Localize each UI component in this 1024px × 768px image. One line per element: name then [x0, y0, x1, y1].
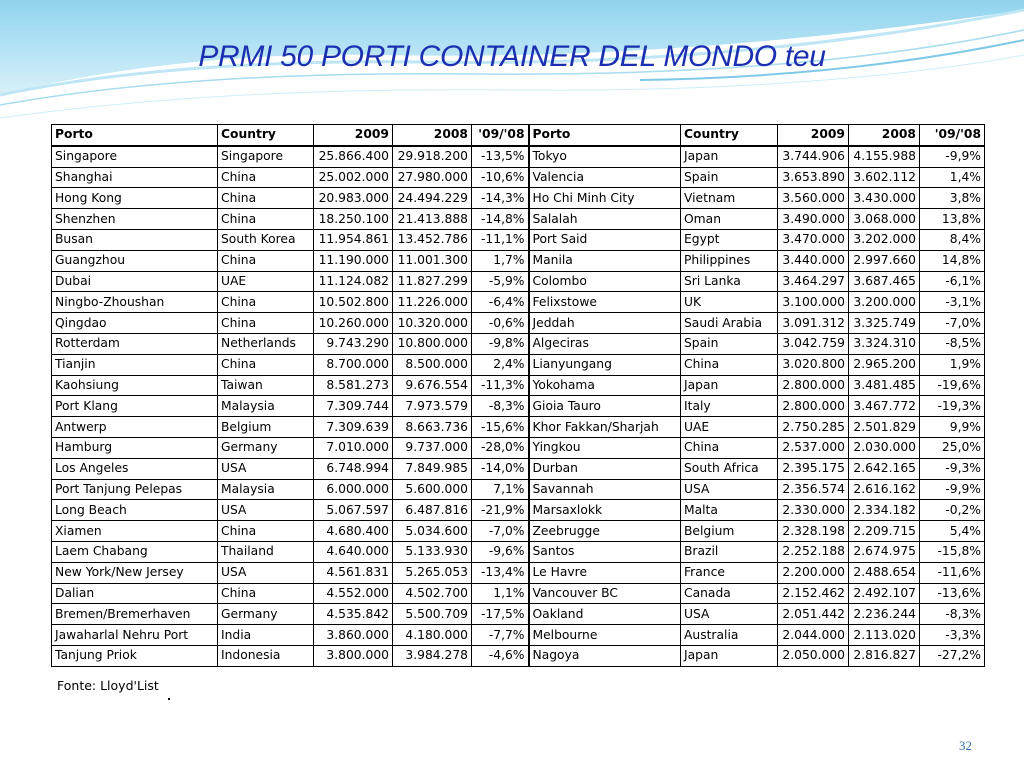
- country-cell: China: [218, 354, 314, 375]
- teu-2009-cell: 20.983.000: [314, 188, 393, 209]
- country-2-cell: UK: [681, 292, 778, 313]
- country-cell: South Korea: [218, 229, 314, 250]
- teu-2008-2-cell: 2.209.715: [849, 521, 920, 542]
- change-pct-cell: -0,6%: [472, 313, 529, 334]
- change-pct-cell: -11,1%: [472, 229, 529, 250]
- table-row: [52, 313, 985, 334]
- teu-2008-cell: 10.800.000: [393, 333, 472, 354]
- change-pct-cell: -9,6%: [472, 541, 529, 562]
- teu-2009-2-cell: 2.200.000: [778, 562, 849, 583]
- country-cell: USA: [218, 458, 314, 479]
- teu-2008-cell: 3.984.278: [393, 645, 472, 666]
- change-pct-2-cell: -3,3%: [920, 625, 985, 646]
- country-cell: USA: [218, 562, 314, 583]
- country-2-cell: Japan: [681, 375, 778, 396]
- teu-2008-cell: 21.413.888: [393, 209, 472, 230]
- teu-2009-2-cell: 2.051.442: [778, 604, 849, 625]
- teu-2009-2-cell: 2.356.574: [778, 479, 849, 500]
- country-2-cell: South Africa: [681, 458, 778, 479]
- port-name-2-cell: Zeebrugge: [529, 521, 681, 542]
- change-pct-2-cell: -0,2%: [920, 500, 985, 521]
- teu-2009-2-cell: 3.020.800: [778, 354, 849, 375]
- teu-2009-cell: 4.561.831: [314, 562, 393, 583]
- teu-2008-cell: 9.676.554: [393, 375, 472, 396]
- teu-2008-cell: 29.918.200: [393, 146, 472, 167]
- change-pct-cell: -13,4%: [472, 562, 529, 583]
- country-cell: China: [218, 167, 314, 188]
- port-name-2-cell: Manila: [529, 250, 681, 271]
- change-pct-cell: -10,6%: [472, 167, 529, 188]
- change-pct-2-cell: -19,3%: [920, 396, 985, 417]
- port-name-2-cell: Felixstowe: [529, 292, 681, 313]
- change-pct-2-cell: -19,6%: [920, 375, 985, 396]
- port-name-2-cell: Gioia Tauro: [529, 396, 681, 417]
- change-pct-cell: -28,0%: [472, 437, 529, 458]
- country-2-cell: Italy: [681, 396, 778, 417]
- change-pct-cell: -5,9%: [472, 271, 529, 292]
- slide-title: PRMI 50 PORTI CONTAINER DEL MONDO teu: [198, 40, 826, 73]
- country-2-cell: Spain: [681, 333, 778, 354]
- change-pct-cell: 2,4%: [472, 354, 529, 375]
- teu-2009-cell: 3.800.000: [314, 645, 393, 666]
- teu-2009-2-cell: 2.330.000: [778, 500, 849, 521]
- port-name-cell: Bremen/Bremerhaven: [52, 604, 218, 625]
- source-note: Fonte: Lloyd'List: [57, 678, 159, 693]
- change-pct-2-cell: -8,3%: [920, 604, 985, 625]
- teu-2008-2-cell: 3.467.772: [849, 396, 920, 417]
- table-row: [52, 625, 985, 646]
- teu-2009-2-cell: 2.152.462: [778, 583, 849, 604]
- teu-2009-2-cell: 3.440.000: [778, 250, 849, 271]
- port-name-2-cell: Salalah: [529, 209, 681, 230]
- teu-2009-2-cell: 3.091.312: [778, 313, 849, 334]
- port-name-2-cell: Vancouver BC: [529, 583, 681, 604]
- port-name-2-cell: Yingkou: [529, 437, 681, 458]
- change-pct-cell: -7,7%: [472, 625, 529, 646]
- teu-2008-cell: 7.849.985: [393, 458, 472, 479]
- change-pct-cell: -8,3%: [472, 396, 529, 417]
- change-pct-cell: 1,7%: [472, 250, 529, 271]
- port-name-2-cell: Jeddah: [529, 313, 681, 334]
- teu-2009-cell: 7.309.639: [314, 417, 393, 438]
- country-2-cell: Spain: [681, 167, 778, 188]
- table-row: [52, 229, 985, 250]
- country-cell: USA: [218, 500, 314, 521]
- teu-2008-2-cell: 2.674.975: [849, 541, 920, 562]
- port-name-2-cell: Durban: [529, 458, 681, 479]
- teu-2009-2-cell: 3.470.000: [778, 229, 849, 250]
- teu-2009-2-cell: 3.100.000: [778, 292, 849, 313]
- port-name-2-cell: Valencia: [529, 167, 681, 188]
- country-cell: Singapore: [218, 146, 314, 167]
- port-name-cell: Port Klang: [52, 396, 218, 417]
- header-2008: 2008: [393, 125, 472, 146]
- country-cell: Germany: [218, 604, 314, 625]
- country-2-cell: Canada: [681, 583, 778, 604]
- teu-2008-cell: 9.737.000: [393, 437, 472, 458]
- change-pct-cell: -4,6%: [472, 645, 529, 666]
- header-2009-2: 2009: [778, 125, 849, 146]
- change-pct-cell: -6,4%: [472, 292, 529, 313]
- teu-2009-cell: 4.680.400: [314, 521, 393, 542]
- change-pct-cell: -11,3%: [472, 375, 529, 396]
- teu-2009-2-cell: 2.800.000: [778, 375, 849, 396]
- header-porto: Porto: [52, 125, 218, 146]
- teu-2008-2-cell: 2.113.020: [849, 625, 920, 646]
- port-name-2-cell: Yokohama: [529, 375, 681, 396]
- port-name-2-cell: Melbourne: [529, 625, 681, 646]
- country-cell: Indonesia: [218, 645, 314, 666]
- teu-2009-cell: 4.640.000: [314, 541, 393, 562]
- change-pct-cell: -14,8%: [472, 209, 529, 230]
- table-row: [52, 458, 985, 479]
- teu-2009-cell: 6.748.994: [314, 458, 393, 479]
- country-2-cell: Japan: [681, 645, 778, 666]
- teu-2009-cell: 25.866.400: [314, 146, 393, 167]
- change-pct-2-cell: -11,6%: [920, 562, 985, 583]
- teu-2008-cell: 5.600.000: [393, 479, 472, 500]
- port-name-cell: Antwerp: [52, 417, 218, 438]
- port-name-2-cell: Le Havre: [529, 562, 681, 583]
- change-pct-2-cell: -6,1%: [920, 271, 985, 292]
- teu-2008-2-cell: 3.324.310: [849, 333, 920, 354]
- port-name-cell: Long Beach: [52, 500, 218, 521]
- country-2-cell: China: [681, 437, 778, 458]
- port-name-cell: Tanjung Priok: [52, 645, 218, 666]
- table-row: [52, 188, 985, 209]
- teu-2008-cell: 5.034.600: [393, 521, 472, 542]
- teu-2008-2-cell: 2.501.829: [849, 417, 920, 438]
- country-cell: China: [218, 583, 314, 604]
- teu-2008-cell: 24.494.229: [393, 188, 472, 209]
- table-row: [52, 333, 985, 354]
- teu-2008-cell: 13.452.786: [393, 229, 472, 250]
- country-2-cell: Brazil: [681, 541, 778, 562]
- country-cell: China: [218, 188, 314, 209]
- teu-2008-cell: 10.320.000: [393, 313, 472, 334]
- change-pct-2-cell: -7,0%: [920, 313, 985, 334]
- table-container: [45, 118, 990, 708]
- table-row: [52, 271, 985, 292]
- teu-2008-cell: 8.500.000: [393, 354, 472, 375]
- port-name-cell: Jawaharlal Nehru Port: [52, 625, 218, 646]
- header-2008-2: 2008: [849, 125, 920, 146]
- change-pct-2-cell: 1,9%: [920, 354, 985, 375]
- teu-2009-cell: 9.743.290: [314, 333, 393, 354]
- port-name-2-cell: Savannah: [529, 479, 681, 500]
- teu-2008-2-cell: 2.488.654: [849, 562, 920, 583]
- teu-2009-2-cell: 3.042.759: [778, 333, 849, 354]
- teu-2008-cell: 5.500.709: [393, 604, 472, 625]
- teu-2008-2-cell: 3.481.485: [849, 375, 920, 396]
- header-porto-2: Porto: [529, 125, 681, 146]
- country-cell: Belgium: [218, 417, 314, 438]
- header-change: '09/'08: [472, 125, 529, 146]
- change-pct-2-cell: 14,8%: [920, 250, 985, 271]
- teu-2009-cell: 25.002.000: [314, 167, 393, 188]
- port-name-cell: Busan: [52, 229, 218, 250]
- teu-2009-2-cell: 2.252.188: [778, 541, 849, 562]
- table-row: [52, 479, 985, 500]
- country-cell: China: [218, 250, 314, 271]
- port-name-cell: Hong Kong: [52, 188, 218, 209]
- teu-2009-cell: 8.700.000: [314, 354, 393, 375]
- port-name-cell: Singapore: [52, 146, 218, 167]
- country-cell: India: [218, 625, 314, 646]
- teu-2008-cell: 11.001.300: [393, 250, 472, 271]
- teu-2008-cell: 11.226.000: [393, 292, 472, 313]
- stray-dot: [168, 698, 170, 700]
- change-pct-2-cell: -9,9%: [920, 146, 985, 167]
- teu-2009-cell: 3.860.000: [314, 625, 393, 646]
- teu-2008-2-cell: 2.816.827: [849, 645, 920, 666]
- port-name-cell: Ningbo-Zhoushan: [52, 292, 218, 313]
- table-row: [52, 209, 985, 230]
- table-row: [52, 292, 985, 313]
- teu-2008-cell: 7.973.579: [393, 396, 472, 417]
- table-row: [52, 146, 985, 167]
- country-cell: Germany: [218, 437, 314, 458]
- table-row: [52, 562, 985, 583]
- table-row: [52, 583, 985, 604]
- change-pct-2-cell: 3,8%: [920, 188, 985, 209]
- change-pct-2-cell: 9,9%: [920, 417, 985, 438]
- teu-2009-2-cell: 3.490.000: [778, 209, 849, 230]
- table-row: [52, 167, 985, 188]
- teu-2009-cell: 7.309.744: [314, 396, 393, 417]
- change-pct-2-cell: -27,2%: [920, 645, 985, 666]
- teu-2008-2-cell: 2.492.107: [849, 583, 920, 604]
- port-name-cell: Kaohsiung: [52, 375, 218, 396]
- teu-2008-cell: 5.265.053: [393, 562, 472, 583]
- port-name-cell: Qingdao: [52, 313, 218, 334]
- teu-2008-2-cell: 3.430.000: [849, 188, 920, 209]
- port-name-2-cell: Colombo: [529, 271, 681, 292]
- teu-2009-2-cell: 2.537.000: [778, 437, 849, 458]
- port-name-cell: Dubai: [52, 271, 218, 292]
- change-pct-cell: -14,0%: [472, 458, 529, 479]
- table-row: [52, 396, 985, 417]
- teu-2009-cell: 6.000.000: [314, 479, 393, 500]
- country-2-cell: Malta: [681, 500, 778, 521]
- country-2-cell: Vietnam: [681, 188, 778, 209]
- page-number: 32: [959, 738, 972, 753]
- teu-2008-2-cell: 2.334.182: [849, 500, 920, 521]
- country-2-cell: USA: [681, 604, 778, 625]
- teu-2008-2-cell: 3.687.465: [849, 271, 920, 292]
- table-row: [52, 541, 985, 562]
- teu-2008-cell: 5.133.930: [393, 541, 472, 562]
- port-name-2-cell: Oakland: [529, 604, 681, 625]
- port-name-cell: Los Angeles: [52, 458, 218, 479]
- port-name-2-cell: Tokyo: [529, 146, 681, 167]
- port-name-cell: Laem Chabang: [52, 541, 218, 562]
- country-cell: China: [218, 209, 314, 230]
- country-2-cell: Australia: [681, 625, 778, 646]
- teu-2009-cell: 4.535.842: [314, 604, 393, 625]
- change-pct-2-cell: -13,6%: [920, 583, 985, 604]
- change-pct-cell: -14,3%: [472, 188, 529, 209]
- teu-2008-2-cell: 3.602.112: [849, 167, 920, 188]
- table-row: [52, 354, 985, 375]
- teu-2008-cell: 27.980.000: [393, 167, 472, 188]
- teu-2008-2-cell: 2.236.244: [849, 604, 920, 625]
- teu-2008-2-cell: 2.616.162: [849, 479, 920, 500]
- teu-2008-2-cell: 3.068.000: [849, 209, 920, 230]
- port-name-cell: Guangzhou: [52, 250, 218, 271]
- teu-2009-2-cell: 2.750.285: [778, 417, 849, 438]
- country-2-cell: Japan: [681, 146, 778, 167]
- teu-2008-cell: 11.827.299: [393, 271, 472, 292]
- country-2-cell: Oman: [681, 209, 778, 230]
- teu-2008-2-cell: 3.200.000: [849, 292, 920, 313]
- teu-2009-cell: 11.954.861: [314, 229, 393, 250]
- change-pct-cell: -15,6%: [472, 417, 529, 438]
- teu-2008-2-cell: 2.642.165: [849, 458, 920, 479]
- port-name-2-cell: Ho Chi Minh City: [529, 188, 681, 209]
- teu-2009-2-cell: 2.328.198: [778, 521, 849, 542]
- change-pct-2-cell: -3,1%: [920, 292, 985, 313]
- teu-2009-2-cell: 3.464.297: [778, 271, 849, 292]
- change-pct-cell: 7,1%: [472, 479, 529, 500]
- table-row: [52, 417, 985, 438]
- teu-2009-cell: 10.260.000: [314, 313, 393, 334]
- table-header-row: [52, 125, 985, 146]
- teu-2009-cell: 10.502.800: [314, 292, 393, 313]
- teu-2009-2-cell: 2.044.000: [778, 625, 849, 646]
- port-name-2-cell: Algeciras: [529, 333, 681, 354]
- port-name-2-cell: Port Said: [529, 229, 681, 250]
- teu-2008-cell: 4.502.700: [393, 583, 472, 604]
- change-pct-2-cell: -9,3%: [920, 458, 985, 479]
- teu-2008-2-cell: 3.202.000: [849, 229, 920, 250]
- country-cell: Malaysia: [218, 396, 314, 417]
- teu-2008-2-cell: 4.155.988: [849, 146, 920, 167]
- table-body: [52, 146, 985, 666]
- country-cell: Malaysia: [218, 479, 314, 500]
- port-name-2-cell: Lianyungang: [529, 354, 681, 375]
- table-row: [52, 521, 985, 542]
- port-name-cell: Dalian: [52, 583, 218, 604]
- header-2009: 2009: [314, 125, 393, 146]
- teu-2009-cell: 7.010.000: [314, 437, 393, 458]
- port-name-2-cell: Santos: [529, 541, 681, 562]
- change-pct-2-cell: 8,4%: [920, 229, 985, 250]
- change-pct-cell: -7,0%: [472, 521, 529, 542]
- country-cell: UAE: [218, 271, 314, 292]
- country-2-cell: Belgium: [681, 521, 778, 542]
- teu-2009-cell: 4.552.000: [314, 583, 393, 604]
- teu-2009-2-cell: 2.050.000: [778, 645, 849, 666]
- change-pct-2-cell: 13,8%: [920, 209, 985, 230]
- port-name-2-cell: Nagoya: [529, 645, 681, 666]
- country-2-cell: Sri Lanka: [681, 271, 778, 292]
- port-name-2-cell: Khor Fakkan/Sharjah: [529, 417, 681, 438]
- teu-2009-2-cell: 3.653.890: [778, 167, 849, 188]
- teu-2009-cell: 18.250.100: [314, 209, 393, 230]
- teu-2008-cell: 8.663.736: [393, 417, 472, 438]
- country-cell: Taiwan: [218, 375, 314, 396]
- country-cell: Thailand: [218, 541, 314, 562]
- country-2-cell: France: [681, 562, 778, 583]
- country-2-cell: UAE: [681, 417, 778, 438]
- teu-2008-2-cell: 2.997.660: [849, 250, 920, 271]
- country-2-cell: Egypt: [681, 229, 778, 250]
- country-2-cell: Philippines: [681, 250, 778, 271]
- change-pct-2-cell: 1,4%: [920, 167, 985, 188]
- change-pct-cell: -21,9%: [472, 500, 529, 521]
- teu-2008-cell: 4.180.000: [393, 625, 472, 646]
- teu-2009-cell: 11.124.082: [314, 271, 393, 292]
- change-pct-2-cell: -9,9%: [920, 479, 985, 500]
- teu-2008-2-cell: 2.030.000: [849, 437, 920, 458]
- port-name-cell: Shanghai: [52, 167, 218, 188]
- country-cell: China: [218, 521, 314, 542]
- teu-2008-2-cell: 2.965.200: [849, 354, 920, 375]
- country-cell: Netherlands: [218, 333, 314, 354]
- table-row: [52, 437, 985, 458]
- country-2-cell: Saudi Arabia: [681, 313, 778, 334]
- teu-2008-2-cell: 3.325.749: [849, 313, 920, 334]
- port-name-cell: Port Tanjung Pelepas: [52, 479, 218, 500]
- teu-2009-2-cell: 2.800.000: [778, 396, 849, 417]
- change-pct-2-cell: -8,5%: [920, 333, 985, 354]
- teu-2009-cell: 8.581.273: [314, 375, 393, 396]
- change-pct-cell: 1,1%: [472, 583, 529, 604]
- table-row: [52, 500, 985, 521]
- teu-2009-cell: 11.190.000: [314, 250, 393, 271]
- change-pct-2-cell: 5,4%: [920, 521, 985, 542]
- port-name-cell: Shenzhen: [52, 209, 218, 230]
- teu-2009-2-cell: 3.560.000: [778, 188, 849, 209]
- table-row: [52, 604, 985, 625]
- change-pct-cell: -13,5%: [472, 146, 529, 167]
- teu-2009-2-cell: 2.395.175: [778, 458, 849, 479]
- header-country: Country: [218, 125, 314, 146]
- port-name-cell: New York/New Jersey: [52, 562, 218, 583]
- table-row: [52, 375, 985, 396]
- table-row: [52, 645, 985, 666]
- country-2-cell: USA: [681, 479, 778, 500]
- header-change-2: '09/'08: [920, 125, 985, 146]
- change-pct-2-cell: 25,0%: [920, 437, 985, 458]
- country-cell: China: [218, 313, 314, 334]
- port-name-cell: Xiamen: [52, 521, 218, 542]
- change-pct-2-cell: -15,8%: [920, 541, 985, 562]
- port-name-cell: Rotterdam: [52, 333, 218, 354]
- port-name-2-cell: Marsaxlokk: [529, 500, 681, 521]
- change-pct-cell: -17,5%: [472, 604, 529, 625]
- teu-2009-2-cell: 3.744.906: [778, 146, 849, 167]
- teu-2008-cell: 6.487.816: [393, 500, 472, 521]
- ports-table: [51, 124, 985, 667]
- country-cell: China: [218, 292, 314, 313]
- port-name-cell: Hamburg: [52, 437, 218, 458]
- country-2-cell: China: [681, 354, 778, 375]
- change-pct-cell: -9,8%: [472, 333, 529, 354]
- port-name-cell: Tianjin: [52, 354, 218, 375]
- table-row: [52, 250, 985, 271]
- header-country-2: Country: [681, 125, 778, 146]
- teu-2009-cell: 5.067.597: [314, 500, 393, 521]
